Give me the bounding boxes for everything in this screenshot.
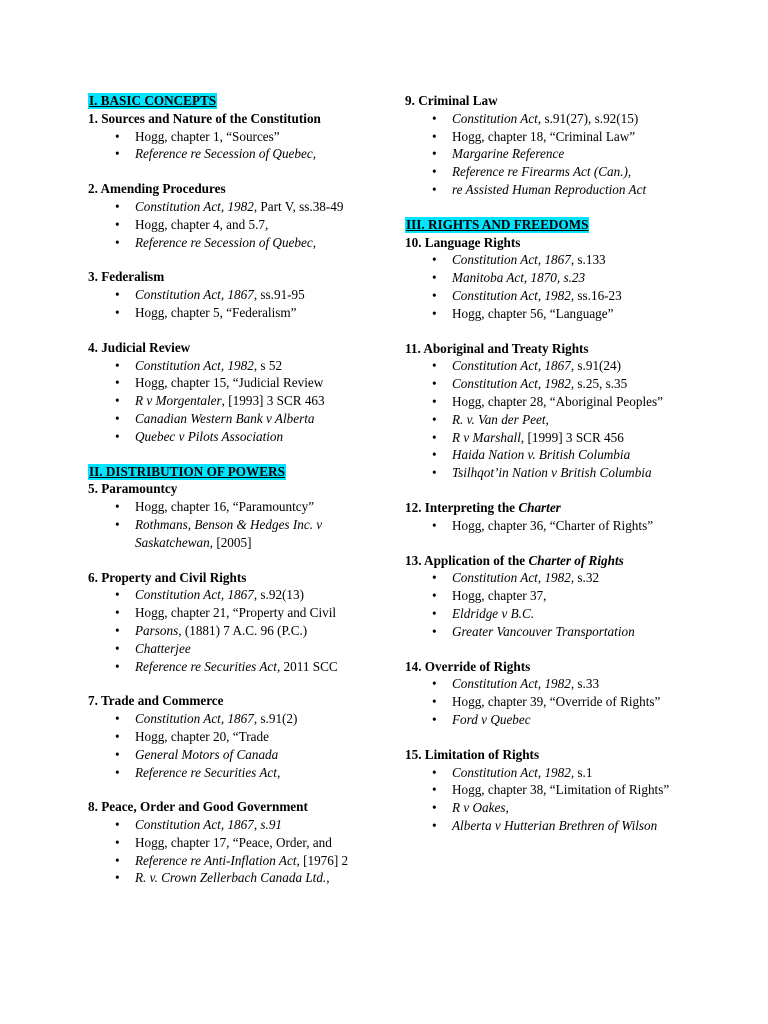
list-item: • re Assisted Human Reproduction Act — [405, 181, 725, 199]
section-title: 13. Application of the Charter of Rights — [405, 552, 624, 568]
section-title: 5. Paramountcy — [88, 481, 178, 497]
list-item: • Constitution Act, 1867, ss.91-95 — [88, 286, 388, 304]
list-item: • R v Marshall, [1999] 3 SCR 456 — [405, 429, 725, 447]
list-item: • Greater Vancouver Transportation — [405, 623, 725, 641]
section-title: 7. Trade and Commerce — [88, 693, 224, 709]
list-item: • Hogg, chapter 37, — [405, 587, 725, 605]
section-12-interpreting-the-charter — [405, 499, 725, 535]
part-block — [88, 463, 388, 888]
section-title: 6. Property and Civil Rights — [88, 569, 247, 585]
bullet-list — [88, 586, 388, 675]
list-item: • Hogg, chapter 20, “Trade — [88, 728, 388, 746]
list-item: • Reference re Secession of Quebec, — [88, 234, 388, 252]
part-heading: III. RIGHTS AND FREEDOMS — [406, 216, 589, 232]
section-title: 4. Judicial Review — [88, 339, 191, 355]
bullet-list — [405, 251, 725, 322]
list-item: • Hogg, chapter 16, “Paramountcy” — [88, 498, 388, 516]
bullet-list — [88, 498, 388, 551]
list-item: • Haida Nation v. British Columbia — [405, 446, 725, 464]
list-item: • Eldridge v B.C. — [405, 605, 725, 623]
section-4-judicial-review — [88, 339, 388, 446]
list-item: • Constitution Act, s.91(27), s.92(15) — [405, 110, 725, 128]
list-item: • Constitution Act, 1982, s.33 — [405, 675, 725, 693]
section-1-sources-and-nature-of-the-constitution — [88, 110, 388, 163]
list-item: • Rothmans, Benson & Hedges Inc. v Saskatchewan, [2005] — [88, 516, 388, 552]
list-item: • Ford v Quebec — [405, 711, 725, 729]
list-item: • Hogg, chapter 18, “Criminal Law” — [405, 128, 725, 146]
list-item: • R. v. Van der Peet, — [405, 411, 725, 429]
bullet-list — [88, 128, 388, 164]
list-item: • Reference re Secession of Quebec, — [88, 145, 388, 163]
section-8-peace-order-and-good-government — [88, 798, 388, 887]
list-item: • Hogg, chapter 39, “Override of Rights” — [405, 693, 725, 711]
list-item: • Constitution Act, 1867, s.91 — [88, 816, 388, 834]
section-7-trade-and-commerce — [88, 692, 388, 781]
list-item: • Hogg, chapter 56, “Language” — [405, 305, 725, 323]
section-title: 10. Language Rights — [405, 234, 521, 250]
section-title: 14. Override of Rights — [405, 658, 531, 674]
list-item: • Canadian Western Bank v Alberta — [88, 410, 388, 428]
list-item: • Tsilhqot’in Nation v British Columbia — [405, 464, 725, 482]
bullet-list — [405, 569, 725, 640]
bullet-list — [405, 110, 725, 199]
left-column — [88, 92, 388, 887]
list-item: • Hogg, chapter 36, “Charter of Rights” — [405, 517, 725, 535]
list-item: • Constitution Act, 1867, s.92(13) — [88, 586, 388, 604]
list-item: • Hogg, chapter 15, “Judicial Review — [88, 374, 388, 392]
part-heading: II. DISTRIBUTION OF POWERS — [89, 463, 285, 479]
list-item: • General Motors of Canada — [88, 746, 388, 764]
list-item: • Constitution Act, 1982, ss.16-23 — [405, 287, 725, 305]
section-5-paramountcy — [88, 480, 388, 551]
list-item: • R. v. Crown Zellerbach Canada Ltd., — [88, 869, 388, 887]
list-item: • R v Morgentaler, [1993] 3 SCR 463 — [88, 392, 388, 410]
section-title: 15. Limitation of Rights — [405, 746, 540, 762]
bullet-list — [88, 198, 388, 251]
bullet-list — [405, 517, 725, 535]
section-title: 11. Aboriginal and Treaty Rights — [405, 340, 589, 356]
list-item: • Quebec v Pilots Association — [88, 428, 388, 446]
bullet-list — [88, 286, 388, 322]
section-2-amending-procedures — [88, 180, 388, 251]
list-item: • Hogg, chapter 28, “Aboriginal Peoples” — [405, 393, 725, 411]
section-6-property-and-civil-rights — [88, 569, 388, 676]
list-item: • Hogg, chapter 5, “Federalism” — [88, 304, 388, 322]
list-item: • Constitution Act, 1982, s.25, s.35 — [405, 375, 725, 393]
list-item: • Constitution Act, 1982, s.1 — [405, 764, 725, 782]
section-10-language-rights — [405, 234, 725, 323]
list-item: • R v Oakes, — [405, 799, 725, 817]
section-title: 1. Sources and Nature of the Constitution — [88, 110, 321, 126]
bullet-list — [405, 764, 725, 835]
section-title: 2. Amending Procedures — [88, 181, 226, 197]
bullet-list — [405, 675, 725, 728]
section-title: 8. Peace, Order and Good Government — [88, 799, 308, 815]
part-block — [405, 92, 725, 199]
list-item: • Constitution Act, 1982, s.32 — [405, 569, 725, 587]
section-title: 12. Interpreting the Charter — [405, 499, 561, 515]
list-item: • Constitution Act, 1867, s.91(2) — [88, 710, 388, 728]
list-item: • Constitution Act, 1867, s.133 — [405, 251, 725, 269]
bullet-list — [88, 710, 388, 781]
section-13-application-of-the-charter-of-rights — [405, 552, 725, 641]
section-11-aboriginal-and-treaty-rights — [405, 340, 725, 482]
list-item: • Hogg, chapter 21, “Property and Civil — [88, 604, 388, 622]
list-item: • Reference re Anti-Inflation Act, [1976] 2 — [88, 852, 388, 870]
list-item: • Margarine Reference — [405, 145, 725, 163]
bullet-list — [88, 357, 388, 446]
list-item: • Constitution Act, 1982, s 52 — [88, 357, 388, 375]
part-heading: I. BASIC CONCEPTS — [89, 93, 217, 108]
list-item: • Alberta v Hutterian Brethren of Wilson — [405, 817, 725, 835]
section-3-federalism — [88, 268, 388, 321]
list-item: • Hogg, chapter 4, and 5.7, — [88, 216, 388, 234]
list-item: • Manitoba Act, 1870, s.23 — [405, 269, 725, 287]
list-item: • Reference re Securities Act, 2011 SCC — [88, 658, 388, 676]
list-item: • Constitution Act, 1982, Part V, ss.38-49 — [88, 198, 388, 216]
list-item: • Reference re Securities Act, — [88, 764, 388, 782]
list-item: • Parsons, (1881) 7 A.C. 96 (P.C.) — [88, 622, 388, 640]
part-block — [88, 92, 388, 446]
list-item: • Constitution Act, 1867, s.91(24) — [405, 357, 725, 375]
list-item: • Hogg, chapter 1, “Sources” — [88, 128, 388, 146]
bullet-list — [405, 357, 725, 482]
list-item: • Hogg, chapter 38, “Limitation of Rights” — [405, 781, 725, 799]
list-item: • Chatterjee — [88, 640, 388, 658]
section-title: 3. Federalism — [88, 269, 165, 285]
section-15-limitation-of-rights — [405, 746, 725, 835]
part-block — [405, 216, 725, 835]
section-14-override-of-rights — [405, 658, 725, 729]
list-item: • Reference re Firearms Act (Can.), — [405, 163, 725, 181]
section-9-criminal-law — [405, 92, 725, 199]
list-item: • Hogg, chapter 17, “Peace, Order, and — [88, 834, 388, 852]
bullet-list — [88, 816, 388, 887]
right-column — [405, 92, 725, 835]
section-title: 9. Criminal Law — [405, 93, 498, 108]
